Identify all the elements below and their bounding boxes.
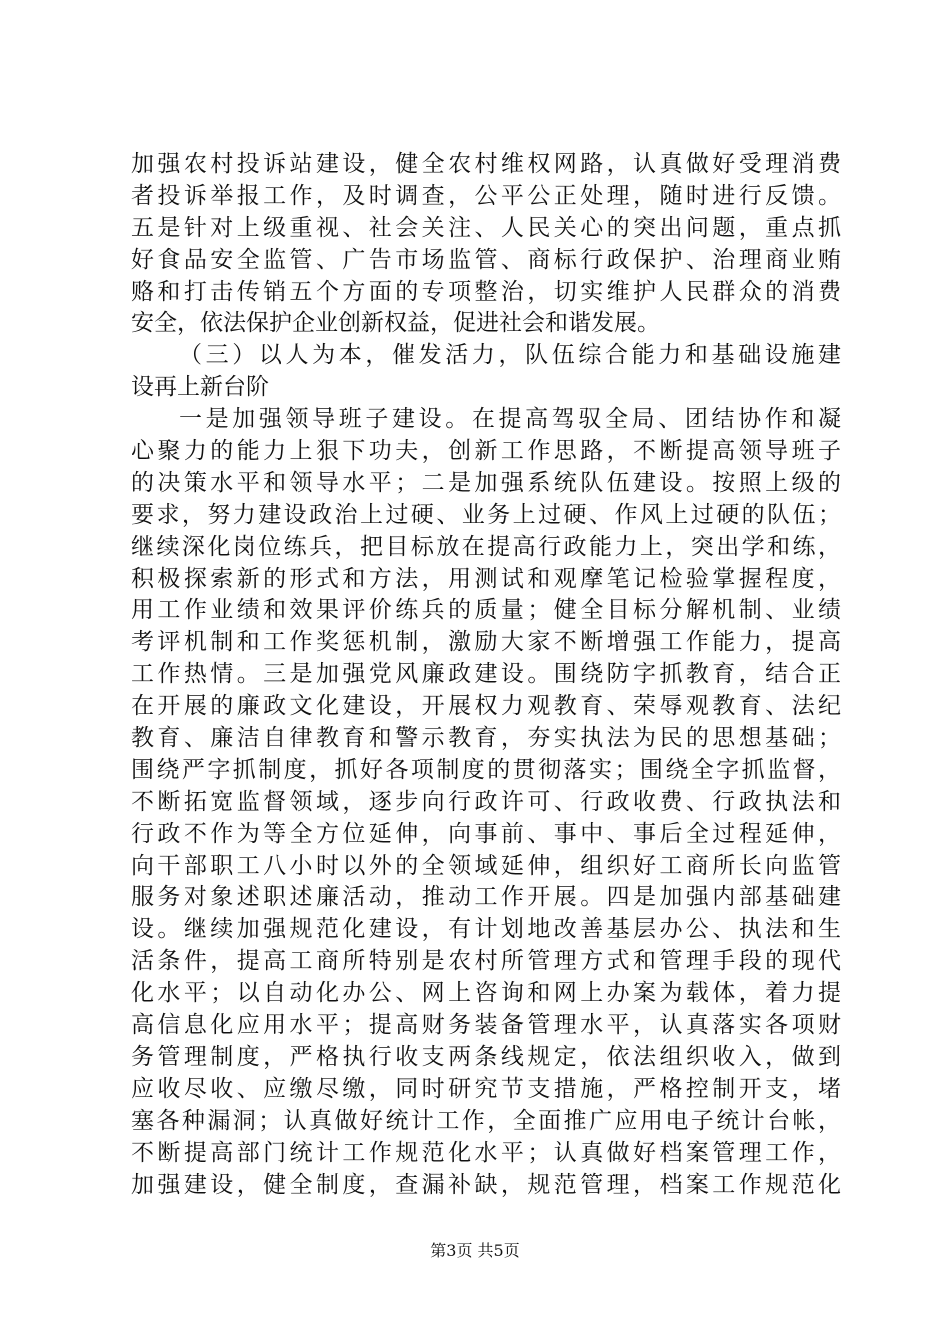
text-line: 设。继续加强规范化建设，有计划地改善基层办公、执法和生 (131, 916, 841, 943)
text-line: 赂和打击传销五个方面的专项整治，切实维护人民群众的消费 (131, 278, 841, 305)
text-line: 教育、廉洁自律教育和警示教育，夯实执法为民的思想基础； (131, 725, 841, 752)
text-line: 安全，依法保护企业创新权益，促进社会和谐发展。 (131, 310, 660, 337)
text-line: 要求，努力建设政治上过硬、业务上过硬、作风上过硬的队伍； (131, 501, 841, 528)
text-line: 围绕严字抓制度，抓好各项制度的贯彻落实；围绕全字抓监督， (131, 756, 841, 783)
section-heading-line: 设再上新台阶 (131, 374, 269, 401)
text-line: 积极探索新的形式和方法，用测试和观摩笔记检验掌握程度， (131, 565, 841, 592)
text-line: 向干部职工八小时以外的全领域延伸，组织好工商所长向监管 (131, 852, 841, 879)
text-line: 应收尽收、应缴尽缴，同时研究节支措施，严格控制开支，堵 (131, 1075, 841, 1102)
body-text (131, 149, 841, 1201)
text-line: 活条件，提高工商所特别是农村所管理方式和管理手段的现代 (131, 948, 841, 975)
text-line: 服务对象述职述廉活动，推动工作开展。四是加强内部基础建 (131, 884, 841, 911)
text-line: 加强建设，健全制度，查漏补缺，规范管理，档案工作规范化 (131, 1171, 841, 1198)
text-line: 者投诉举报工作，及时调查，公平公正处理，随时进行反馈。 (131, 182, 841, 209)
text-line: 加强农村投诉站建设，健全农村维权网路，认真做好受理消费 (131, 151, 841, 177)
text-line: 心聚力的能力上狠下功夫，创新工作思路，不断提高领导班子 (131, 438, 841, 465)
text-line: 在开展的廉政文化建设，开展权力观教育、荣辱观教育、法纪 (131, 693, 841, 720)
text-line: 高信息化应用水平；提高财务装备管理水平，认真落实各项财 (131, 1012, 841, 1039)
section-heading-line: （三）以人为本，催发活力，队伍综合能力和基础设施建 (179, 342, 841, 369)
text-line: 工作热情。三是加强党风廉政建设。围绕防字抓教育，结合正 (131, 661, 841, 688)
text-line: 行政不作为等全方位延伸，向事前、事中、事后全过程延伸， (131, 820, 841, 847)
text-line: 的决策水平和领导水平；二是加强系统队伍建设。按照上级的 (131, 469, 841, 496)
text-line: 化水平；以自动化办公、网上咨询和网上办案为载体，着力提 (131, 980, 841, 1007)
text-line: 不断提高部门统计工作规范化水平；认真做好档案管理工作， (131, 1139, 841, 1166)
text-line: 用工作业绩和效果评价练兵的质量；健全目标分解机制、业绩 (131, 597, 841, 624)
text-line: 一是加强领导班子建设。在提高驾驭全局、团结协作和凝 (179, 406, 841, 433)
text-line: 不断拓宽监督领域，逐步向行政许可、行政收费、行政执法和 (131, 788, 841, 815)
text-line: 继续深化岗位练兵，把目标放在提高行政能力上，突出学和练， (131, 533, 841, 560)
text-line: 塞各种漏洞；认真做好统计工作，全面推广应用电子统计台帐， (131, 1107, 841, 1134)
page-number-footer: 第3页 共5页 (430, 1241, 520, 1260)
text-line: 五是针对上级重视、社会关注、人民关心的突出问题，重点抓 (131, 214, 841, 241)
text-line: 好食品安全监管、广告市场监管、商标行政保护、治理商业贿 (131, 246, 841, 273)
text-line: 考评机制和工作奖惩机制，激励大家不断增强工作能力，提高 (131, 629, 841, 656)
text-line: 务管理制度，严格执行收支两条线规定，依法组织收入，做到 (131, 1043, 841, 1070)
